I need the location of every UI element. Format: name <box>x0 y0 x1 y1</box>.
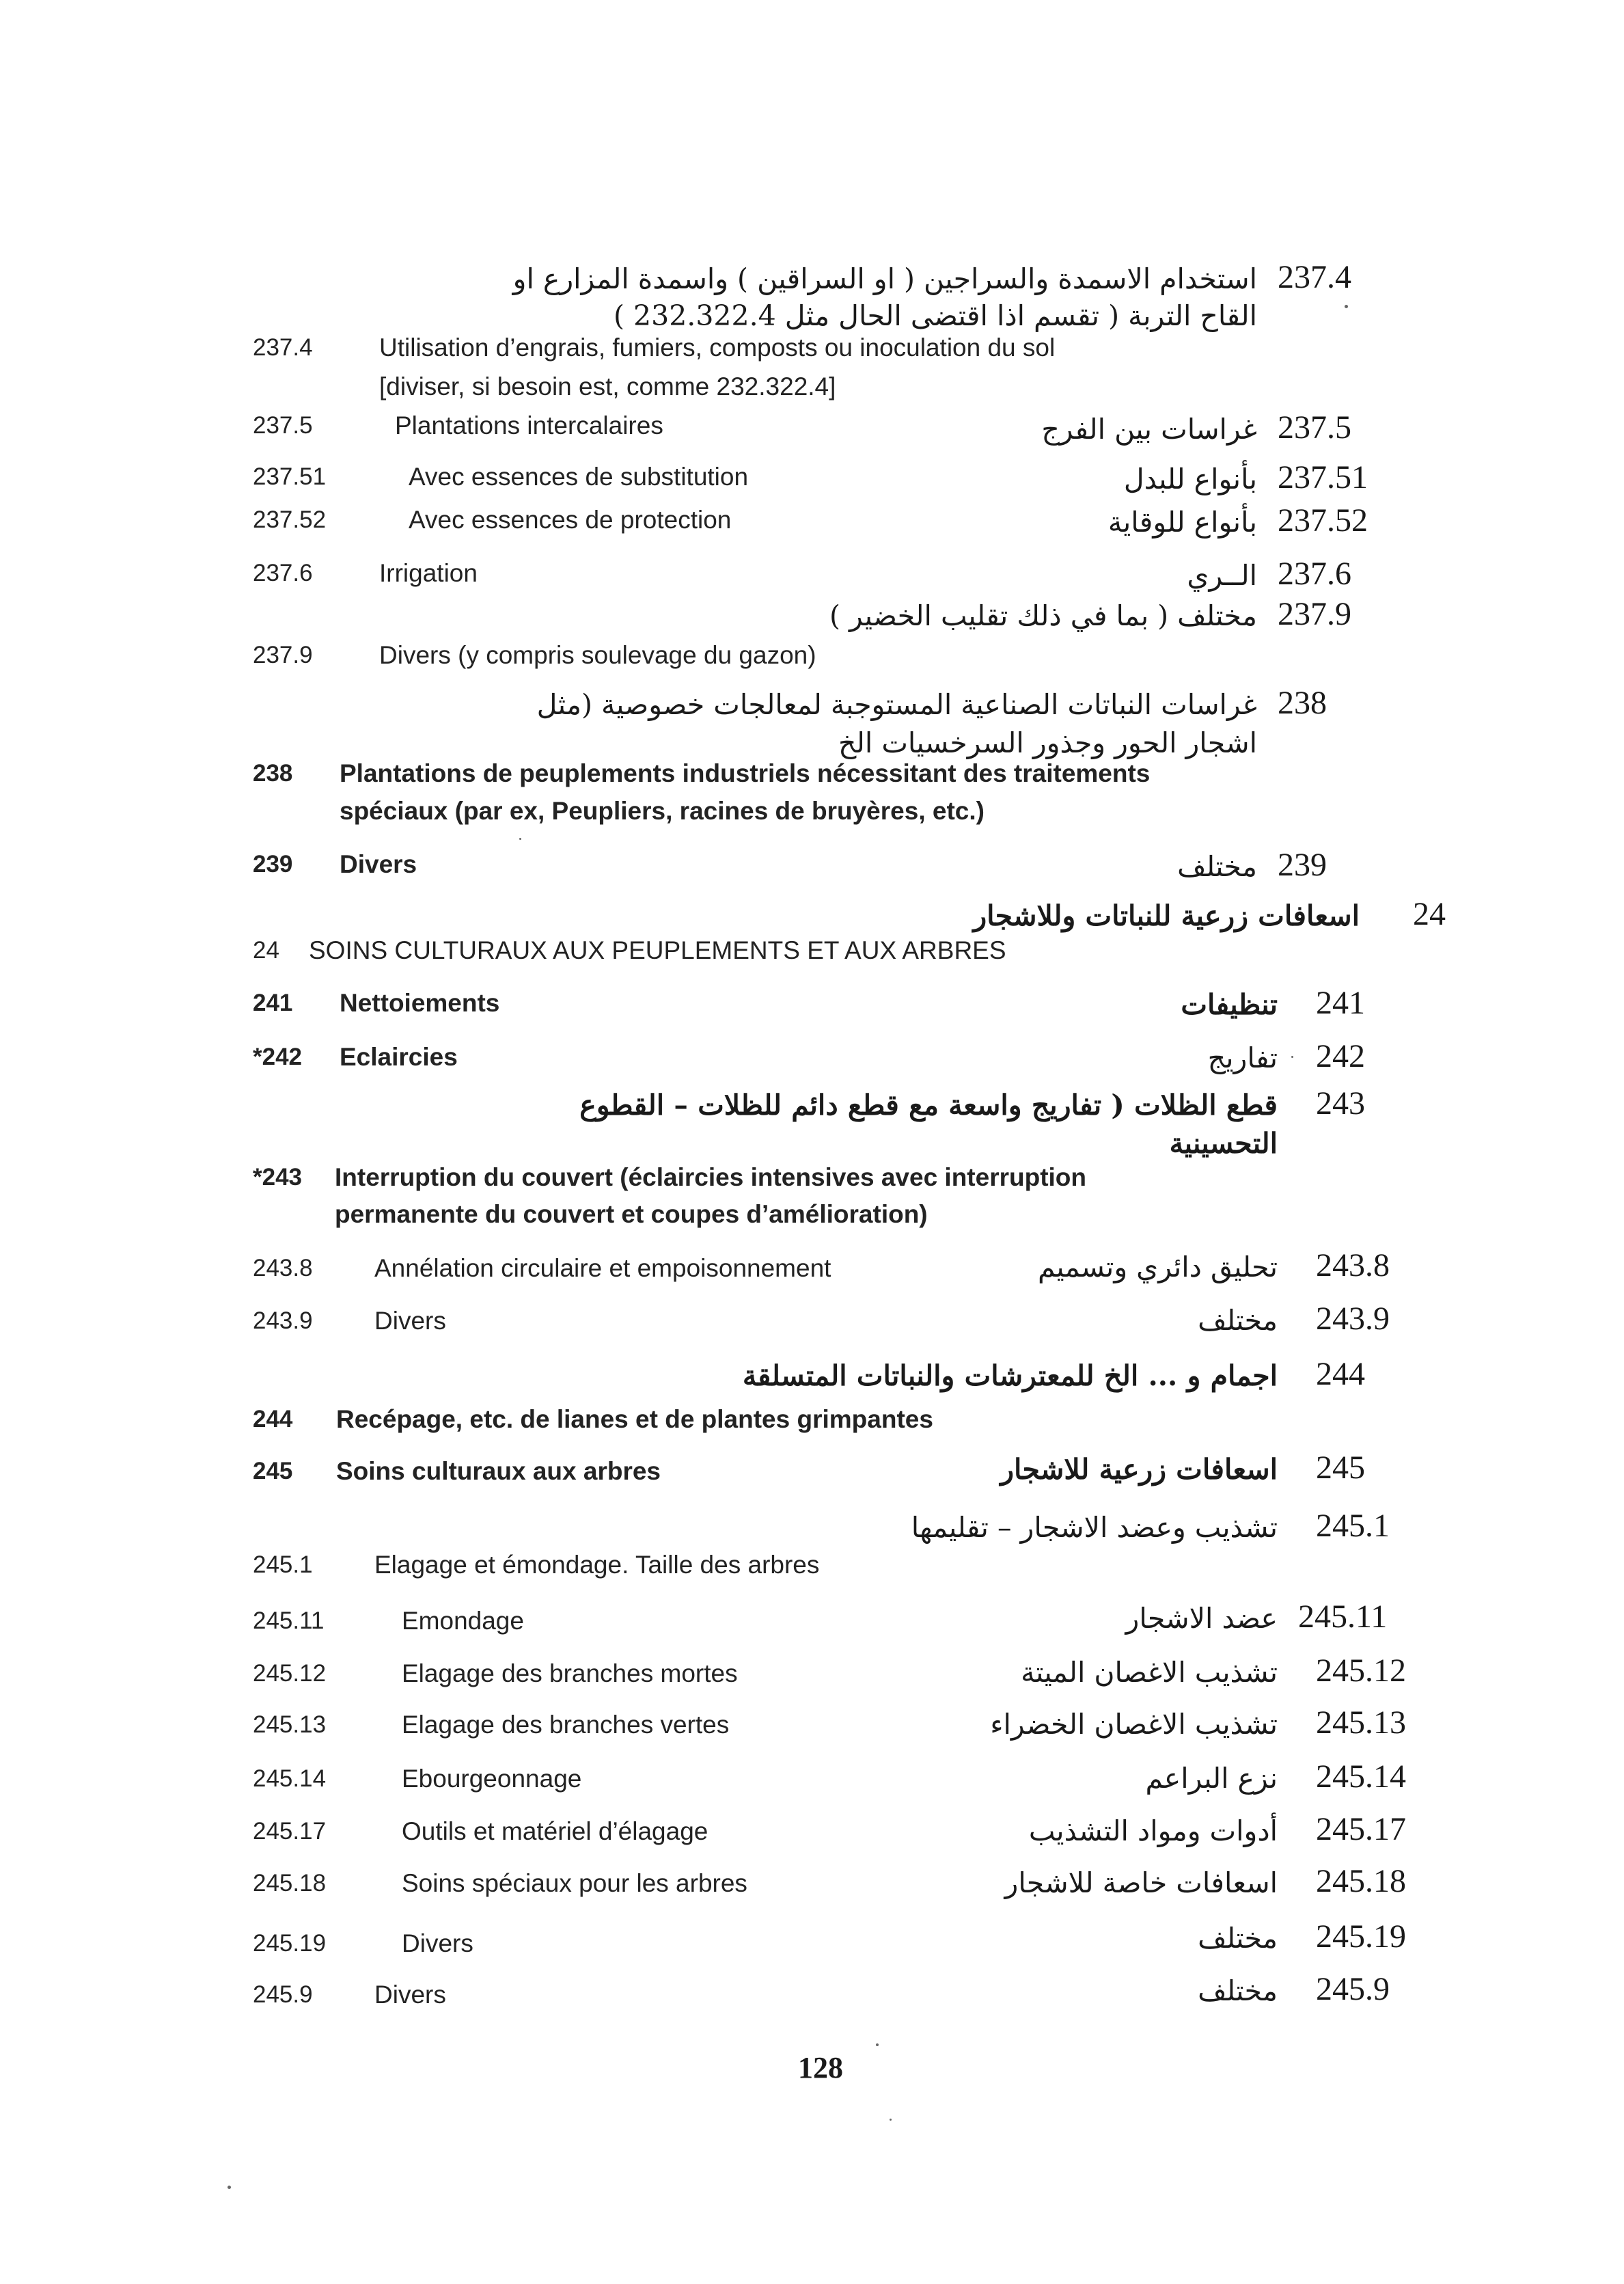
french-entry-code: 237.6 <box>253 560 313 586</box>
arabic-entry-text: بأنواع للبدل <box>1123 463 1257 495</box>
french-entry-text: Interruption du couvert (éclaircies intensives avec interruption <box>335 1163 1087 1191</box>
scan-speck <box>1291 1056 1293 1058</box>
scan-speck <box>519 838 521 840</box>
arabic-entry-code: 245.19 <box>1316 1918 1406 1955</box>
arabic-entry-text: التحسينية <box>1169 1127 1278 1160</box>
french-entry-code: 244 <box>253 1406 293 1432</box>
arabic-entry-code: 243.9 <box>1316 1301 1390 1337</box>
page-number: 128 <box>798 2051 843 2084</box>
arabic-entry-code: 237.52 <box>1278 502 1368 539</box>
french-entry-code: *243 <box>253 1164 303 1191</box>
french-entry-text: spéciaux (par ex, Peupliers, racines de bruyères, etc.) <box>340 797 985 825</box>
arabic-entry-text: الــري <box>1187 559 1257 592</box>
french-entry-text: Soins culturaux aux arbres <box>336 1457 661 1485</box>
french-entry-code: 243.8 <box>253 1255 313 1281</box>
arabic-entry-text: تنظيفات <box>1181 988 1278 1021</box>
french-entry-text: Divers <box>402 1929 473 1957</box>
scan-speck <box>1345 305 1348 308</box>
arabic-entry-text: قطع الظلات ( تفاريج واسعة مع قطع دائم للظلات – القطوع <box>579 1089 1278 1121</box>
french-entry-text: Divers (y compris soulevage du gazon) <box>379 641 816 669</box>
french-entry-code: 245.17 <box>253 1818 327 1845</box>
arabic-entry-text: تحليق دائري وتسميم <box>1037 1251 1278 1283</box>
arabic-entry-code: 245.9 <box>1316 1971 1390 2007</box>
french-entry-code: 245.9 <box>253 1981 313 2008</box>
french-entry-code: 239 <box>253 851 293 878</box>
french-entry-text: [diviser, si besoin est, comme 232.322.4] <box>379 372 836 400</box>
arabic-entry-code: 245.12 <box>1316 1653 1406 1689</box>
french-entry-code: *242 <box>253 1044 303 1070</box>
french-entry-code: 245.14 <box>253 1765 327 1792</box>
arabic-entry-code: 245.11 <box>1298 1599 1388 1635</box>
arabic-entry-text: تشذيب الاغصان الخضراء <box>990 1708 1278 1741</box>
arabic-entry-text: أدوات ومواد التشذيب <box>1028 1814 1278 1847</box>
french-entry-text: Ebourgeonnage <box>402 1765 582 1793</box>
arabic-entry-code: 244 <box>1316 1356 1365 1392</box>
arabic-entry-code: 24 <box>1413 896 1446 932</box>
french-entry-text: Divers <box>374 1981 446 2009</box>
arabic-entry-text: مختلف ( بما في ذلك تقليب الخضير ) <box>829 599 1257 632</box>
arabic-entry-text: تشذيب وعضد الاشجار – تقليمها <box>911 1511 1278 1544</box>
arabic-entry-text: اسعافات زرعية للاشجار <box>1000 1453 1278 1486</box>
arabic-entry-text: بأنواع للوقاية <box>1107 506 1257 539</box>
french-entry-code: 245.18 <box>253 1870 327 1896</box>
arabic-entry-code: 245.18 <box>1316 1863 1406 1899</box>
arabic-entry-code: 237.5 <box>1278 409 1351 446</box>
arabic-entry-code: 245.1 <box>1316 1508 1390 1544</box>
french-entry-code: 237.5 <box>253 412 313 439</box>
arabic-entry-code: 245.17 <box>1316 1811 1406 1847</box>
french-entry-code: 243.9 <box>253 1307 313 1334</box>
arabic-entry-text: تشذيب الاغصان الميتة <box>1021 1656 1278 1689</box>
french-entry-code: 237.4 <box>253 334 313 361</box>
french-entry-text: Soins spéciaux pour les arbres <box>402 1869 747 1897</box>
arabic-entry-code: 242 <box>1316 1038 1365 1074</box>
french-entry-text: Elagage et émondage. Taille des arbres <box>374 1551 820 1579</box>
arabic-entry-code: 238 <box>1278 685 1327 721</box>
arabic-entry-code: 237.9 <box>1278 596 1351 632</box>
arabic-entry-text: اجمام و ... الخ للمعترشات والنباتات المتسلقة <box>742 1359 1278 1392</box>
french-entry-code: 245.11 <box>253 1607 325 1634</box>
french-entry-text: Irrigation <box>379 559 478 587</box>
arabic-entry-text: مختلف <box>1198 1922 1278 1955</box>
french-entry-code: 238 <box>253 760 293 787</box>
arabic-entry-text: عضد الاشجار <box>1125 1602 1278 1635</box>
french-entry-code: 245.13 <box>253 1711 327 1738</box>
french-entry-code: 237.52 <box>253 506 327 533</box>
french-entry-code: 241 <box>253 990 293 1016</box>
french-entry-text: Emondage <box>402 1607 524 1635</box>
arabic-entry-text: استخدام الاسمدة والسراجين ( او السراقين ) واسمدة المزارع او <box>512 262 1257 295</box>
arabic-entry-text: اسعافات خاصة للاشجار <box>1004 1866 1278 1899</box>
arabic-entry-text: مختلف <box>1177 850 1257 883</box>
arabic-entry-text: تفاريج <box>1207 1042 1278 1074</box>
arabic-entry-text: اسعافات زرعية للنباتات وللاشجار <box>973 899 1360 932</box>
french-entry-text: Outils et matériel d’élagage <box>402 1817 708 1845</box>
arabic-entry-code: 245 <box>1316 1450 1365 1486</box>
french-entry-text: Utilisation d’engrais, fumiers, composts ou inoculation du sol <box>379 334 1056 362</box>
arabic-entry-text: القاح التربة ( تقسم اذا اقتضى الحال مثل 232.322.4 ) <box>614 299 1257 332</box>
french-entry-text: Avec essences de protection <box>409 506 732 534</box>
scan-speck <box>228 2186 231 2189</box>
french-entry-text: permanente du couvert et coupes d’amélioration) <box>335 1200 928 1228</box>
scan-speck <box>876 2043 879 2046</box>
french-entry-code: 245.12 <box>253 1660 327 1687</box>
arabic-entry-code: 243.8 <box>1316 1247 1390 1283</box>
french-entry-text: Avec essences de substitution <box>409 463 749 491</box>
french-entry-code: 237.51 <box>253 463 327 490</box>
french-entry-text: Recépage, etc. de lianes et de plantes grimpantes <box>336 1405 933 1433</box>
arabic-entry-text: مختلف <box>1198 1974 1278 2007</box>
french-entry-code: 245.1 <box>253 1551 313 1578</box>
arabic-entry-text: نزع البراعم <box>1145 1762 1278 1795</box>
french-entry-code: 245.19 <box>253 1930 327 1957</box>
french-entry-code: 237.9 <box>253 642 313 668</box>
scan-speck <box>890 2119 892 2121</box>
french-entry-text: Eclaircies <box>340 1043 458 1071</box>
french-entry-text: Elagage des branches mortes <box>402 1659 738 1687</box>
french-entry-text: Divers <box>374 1307 446 1335</box>
french-entry-text: Plantations de peuplements industriels nécessitant des traitements <box>340 759 1151 787</box>
arabic-entry-text: اشجار الحور وجذور السرخسيات الخ <box>838 726 1257 759</box>
arabic-entry-code: 243 <box>1316 1085 1365 1121</box>
arabic-entry-code: 245.13 <box>1316 1704 1406 1741</box>
french-entry-code: 245 <box>253 1458 293 1484</box>
arabic-entry-code: 237.51 <box>1278 459 1368 495</box>
arabic-entry-code: 237.4 <box>1278 259 1351 295</box>
french-entry-text: SOINS CULTURAUX AUX PEUPLEMENTS ET AUX ARBRES <box>309 936 1006 964</box>
arabic-entry-text: غراسات النباتات الصناعية المستوجبة لمعالجات خصوصية (مثل <box>536 688 1257 721</box>
arabic-entry-text: مختلف <box>1198 1304 1278 1337</box>
french-entry-text: Elagage des branches vertes <box>402 1711 730 1739</box>
arabic-entry-text: غراسات بين الفرج <box>1041 413 1257 446</box>
arabic-entry-code: 241 <box>1316 985 1365 1021</box>
arabic-entry-code: 239 <box>1278 847 1327 883</box>
french-entry-text: Divers <box>340 850 417 878</box>
french-entry-text: Nettoiements <box>340 989 500 1017</box>
arabic-entry-code: 237.6 <box>1278 556 1351 592</box>
french-entry-text: Annélation circulaire et empoisonnement <box>374 1254 831 1282</box>
french-entry-code: 24 <box>253 937 279 964</box>
french-entry-text: Plantations intercalaires <box>395 411 663 439</box>
arabic-entry-code: 245.14 <box>1316 1758 1406 1795</box>
